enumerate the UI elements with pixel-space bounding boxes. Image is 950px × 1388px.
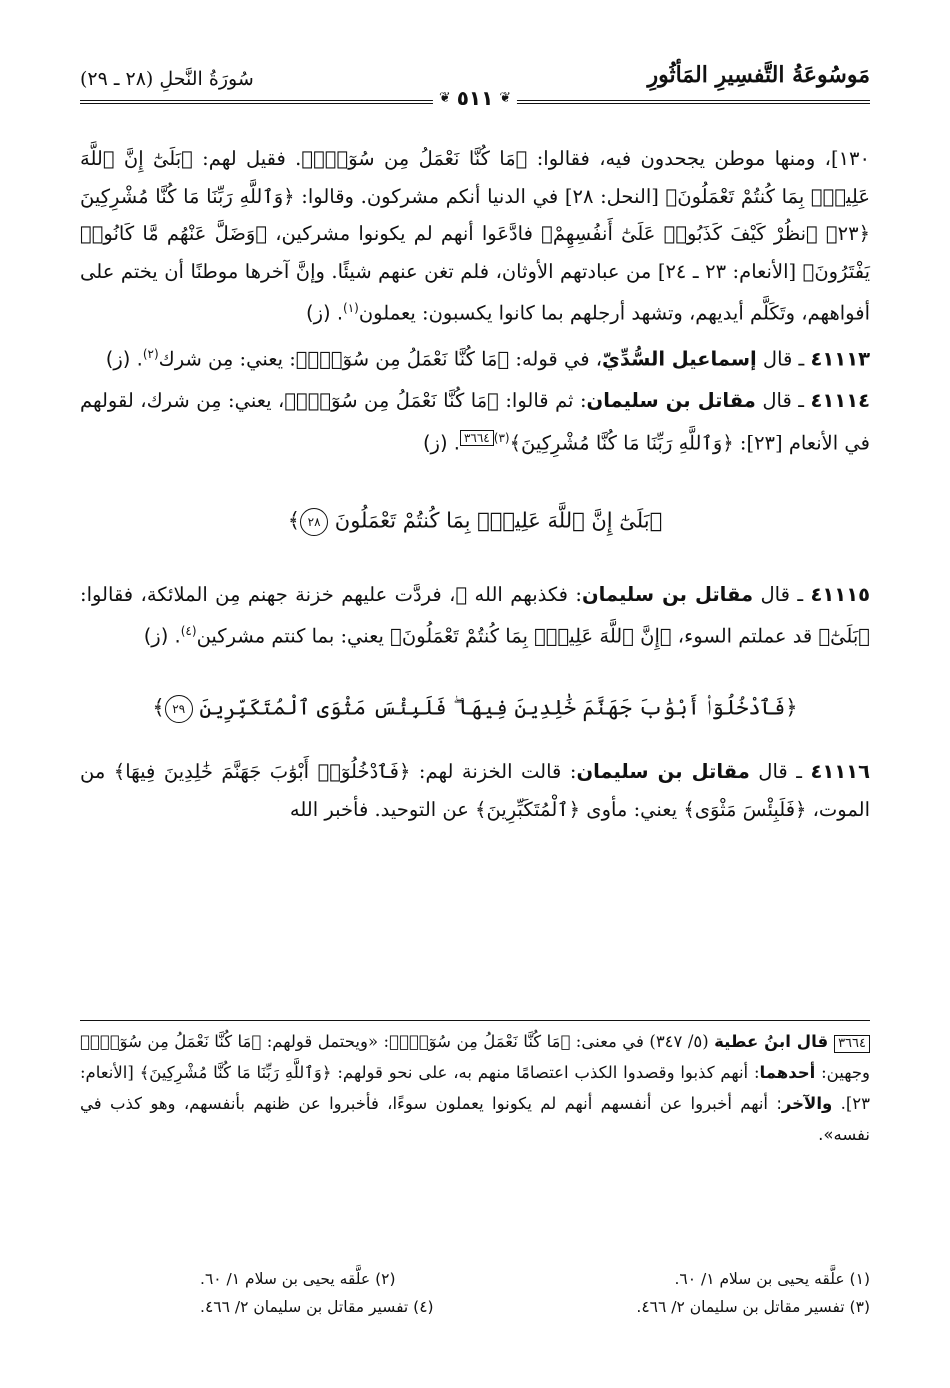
- ayah-number-icon: ٢٨: [300, 508, 328, 536]
- verse-heading-28: [80, 508, 870, 536]
- commentary-ref-box[interactable]: ٣٦٦٤: [460, 430, 494, 446]
- entry-41115: [80, 576, 870, 656]
- entry-sep: ـ قال: [749, 760, 811, 783]
- footnote-ref: (٤): [180, 624, 197, 638]
- footnote-ref: (٣): [493, 430, 510, 445]
- verse-close: ﴾: [152, 695, 165, 720]
- entry-text: ، في قوله: ﴿مَا كُنَّا نَعْمَلُ مِن سُوٓءٍۭ﴾: يعني: مِن شرك: [158, 347, 603, 371]
- verse-heading-29: [80, 695, 870, 723]
- entry-text: : فكذبهم الله ﷻ، فردَّت عليهم خزنة جهنم مِن الملائكة، فقالوا: ﴿بَلَىٰٓ﴾ قد عملتم السوء، ﴿إِنَّ ٱللَّهَ عَلِيمُۢ بِمَا كُنتُمْ تَعْمَلُونَ﴾ يعني: بما كنتم مشركين: [80, 582, 870, 648]
- page-number: ٥١١: [456, 86, 494, 110]
- entry-author: إسماعيل السُّدِّيّ: [602, 347, 757, 371]
- verse-close: ﴾: [287, 508, 301, 532]
- entry-number: ٤١١١٥: [810, 582, 870, 606]
- source-tag: . (ز): [306, 301, 344, 325]
- footnote-2: (٢) علَّقه يحيى بن سلام ١/ ٦٠.: [200, 1270, 396, 1288]
- entry-number: ٤١١١٦: [810, 760, 870, 783]
- entry-41114: [80, 382, 870, 462]
- commentary-number-box: ٣٦٦٤: [834, 1035, 870, 1053]
- ayah-number-icon: ٢٩: [165, 695, 193, 723]
- ornament-icon: ❦: [438, 90, 451, 106]
- entry-sep: ـ قال: [753, 582, 811, 606]
- page-header: [80, 62, 870, 112]
- entry-41113: [80, 336, 870, 378]
- commentary-first-label: أحدهما: [759, 1063, 816, 1082]
- entry-author: مقاتل بن سليمان: [581, 582, 754, 606]
- surah-info: سُورَةُ النَّحلِ (٢٨ ـ ٢٩): [80, 68, 254, 90]
- entry-sep: ـ قال: [756, 347, 811, 371]
- entry-sep: ـ قال: [755, 389, 811, 412]
- commentary-section: [80, 1026, 870, 1150]
- intro-text: ١٣٠]، ومنها موطن يجحدون فيه، فقالوا: ﴿مَا كُنَّا نَعْمَلُ مِن سُوٓءٍۭ﴾. فقيل لهم: ﴿بَلَىٰٓ إِنَّ ٱللَّهَ عَلِيمُۢ بِمَا كُنتُمْ تَعْمَلُونَ﴾ [النحل: ٢٨] في الدنيا أنكم مشركون. وقالوا: ﴿وَٱللَّهِ رَبِّنَا مَا كُنَّا مُشْرِكِينَ ﴿٢٣﴾ ٱنظُرْ كَيْفَ كَذَبُوا۟ عَلَىٰٓ أَنفُسِهِمْ﴾ فادَّعَوا أنهم لم يكونوا مشركين، ﴿وَضَلَّ عَنْهُم مَّا كَانُوا۟ يَفْتَرُونَ﴾ [الأنعام: ٢٣ ـ ٢٤] من عبادتهم الأوثان، فلم تغن عنهم شيئًا. وإنَّ آخرها موطنًا أن يختم على أفواههم، وتَكَلَّم أيديهم، وتشهد أرجلهم بما كانوا يكسبون: يعملون: [80, 147, 870, 325]
- source-tag: . (ز): [422, 431, 460, 454]
- verse-text: ﴿فَٱدْخُلُوٓا۟ أَبْوَٰبَ جَهَنَّمَ خَٰلِدِينَ فِيهَا ۖ فَلَبِئْسَ مَثْوَى ٱلْمُتَكَبِّرِينَ: [199, 695, 798, 720]
- footnote-ref: (٢): [142, 347, 159, 361]
- commentary-second-text: : أنهم أخبروا عن أنفسهم أنهم لم يكونوا يعملون سوءًا، فأخبروا عن ظنهم بأنفسهم، وهو كذب في نفسه».: [80, 1094, 870, 1144]
- commentary-author: قال ابنُ عطية: [714, 1032, 835, 1051]
- footnote-ref: (١): [343, 301, 359, 315]
- book-title: مَوسُوعَةُ التَّفسِيرِ المَأثُورِ: [647, 62, 870, 88]
- commentary-ref: (٥/ ٣٤٧) في معنى: ﴿مَا كُنَّا نَعْمَلُ مِن سُوٓءٍۭ﴾: «ويحتمل قولهم: ﴿مَا كُنَّا نَعْمَلُ مِن سُوٓءٍۭ﴾ وجهين:: [80, 1032, 870, 1082]
- footnote-4: (٤) تفسير مقاتل بن سليمان ٢/ ٤٦٦.: [200, 1298, 434, 1316]
- entry-author: مقاتل بن سليمان: [576, 760, 750, 783]
- source-tag: . (ز): [143, 624, 181, 648]
- main-text: [80, 140, 870, 828]
- footnote-1: (١) علَّقه يحيى بن سلام ١/ ٦٠.: [674, 1270, 870, 1288]
- commentary-paragraph: [80, 1026, 870, 1150]
- entry-text: : ثم قالوا: ﴿مَا كُنَّا نَعْمَلُ مِن سُوٓءٍۭ﴾، يعني: مِن شرك، لقولهم في الأنعام [٢٣]: ﴿وَٱللَّهِ رَبِّنَا مَا كُنَّا مُشْرِكِينَ﴾: [80, 389, 870, 454]
- footnote-3: (٣) تفسير مقاتل بن سليمان ٢/ ٤٦٦.: [636, 1298, 870, 1316]
- entry-author: مقاتل بن سليمان: [586, 389, 756, 412]
- entry-number: ٤١١١٤: [810, 389, 870, 412]
- page-number-block: [433, 86, 517, 110]
- entry-text: : قالت الخزنة لهم: ﴿فَٱدْخُلُوٓا۟ أَبْوَٰبَ جَهَنَّمَ خَٰلِدِينَ فِيهَا﴾ من الموت، ﴿فَلَبِئْسَ مَثْوَى﴾ يعني: مأوى ﴿ٱلْمُتَكَبِّرِينَ﴾ عن التوحيد. فأخبر الله: [80, 760, 870, 821]
- ornament-icon: ❦: [499, 90, 512, 106]
- commentary-rule: [80, 1020, 870, 1021]
- entry-number: ٤١١١٣: [810, 347, 870, 371]
- source-tag: . (ز): [105, 347, 143, 371]
- intro-paragraph: [80, 140, 870, 332]
- commentary-second-label: والآخر: [781, 1094, 833, 1113]
- commentary-first-text: : أنهم كذبوا وقصدوا الكذب اعتصامًا منهم به، على نحو قولهم: ﴿وَٱللَّهِ رَبِّنَا مَا كُنَّا مُشْرِكِينَ﴾ [الأنعام: ٢٣].: [80, 1063, 870, 1113]
- verse-text: ﴿بَلَىٰٓ إِنَّ ٱللَّهَ عَلِيمُۢ بِمَا كُنتُمْ تَعْمَلُونَ: [334, 508, 663, 532]
- entry-41116: [80, 753, 870, 828]
